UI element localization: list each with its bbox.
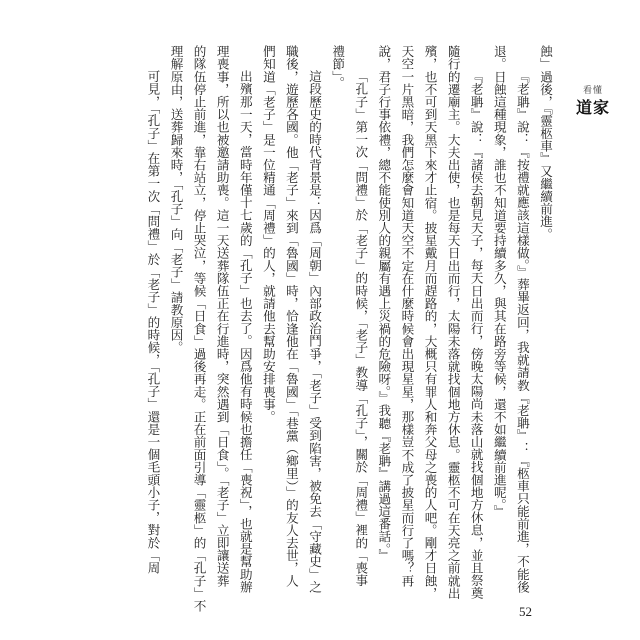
running-head-subtitle: 看懂 (583, 86, 604, 96)
text-column: 『老聃』說：『按禮就應該這樣做。』葬畢返回，我就請教『老聃』：『柩車只能前進，不能後 (514, 70, 530, 594)
text-column: 理解原由，送葬歸來時，「孔子」向「老子」請教原因。 (168, 45, 184, 354)
text-column: 理喪事，所以也被邀請助喪。這一天送葬隊伍正在行進時，突然遇到「日食」。「老子」立即讓送葬 (214, 45, 230, 587)
text-column: 出殯那一天，當時年僅十七歲的「孔子」也去了。因爲他有時候也擔任「喪祝」，也就是幫助辦 (237, 70, 253, 594)
text-column: 殯，也不可到天黑下來才止宿。披星戴月而趕路的，大概只有罪人和奔父母之喪的人吧。剛才日蝕， (422, 45, 438, 600)
text-column: 這段歷史的時代背景是：因爲「周朝」內部政治鬥爭，「老子」受到陷害，被免去「守藏史」之 (307, 70, 323, 594)
text-column: 隨行的遷廟主。大夫出使，也是每天日出而行，太陽未落就找個地方休息。靈柩不可在天亮之前就出 (445, 45, 461, 600)
text-column: 們知道「老子」是一位精通「周禮」的人，就請他去幫助安排喪事。 (260, 45, 276, 423)
text-column: 天空一片黑暗，我們怎麼會知道天空不定在什麼時候會出現星星，那樣豈不成了披星而行了嗎？再 (399, 45, 415, 587)
text-column: 的隊伍停止前進，靠右站立，停止哭泣，等候「日食」過後再走。正在前面引導「靈柩」的「孔子」不 (191, 45, 207, 612)
text-column: 『老聃』說：『諸侯去朝見天子，每天日出而行，傍晚太陽尚未落山就找個地方休息，並且祭奠 (468, 70, 484, 600)
text-column: 說，君子行事依禮，總不能使別人的親屬有遇上災禍的危險呀。』我聽『老聃』講過這番話。』 (376, 45, 392, 562)
text-column: 「孔子」第一次「問禮」於「老子」的時候，「老子」教導「孔子」，關於「周禮」裡的「喪事 (353, 70, 369, 587)
text-column: 蝕」過後，『靈柩車』又繼續前進。 (538, 45, 553, 241)
text-column: 職後，遊歷各國。他「老子」來到「魯國」時，恰逢他在「魯國」「巷黨（鄉里）」的友人去世，人 (283, 45, 299, 587)
running-head-title: 道家 (576, 98, 611, 117)
text-column: 禮節」。 (330, 45, 346, 90)
text-column: 退。日蝕這種現象，誰也不知道要持續多久，與其在路旁等候，還不如繼續前進呢。』 (491, 45, 507, 518)
text-column: 可見，「孔子」在第一次「問禮」於「老子」的時候，「孔子」還是一個毛頭小子，對於「周 (145, 70, 161, 575)
page-number: 52 (519, 604, 532, 619)
